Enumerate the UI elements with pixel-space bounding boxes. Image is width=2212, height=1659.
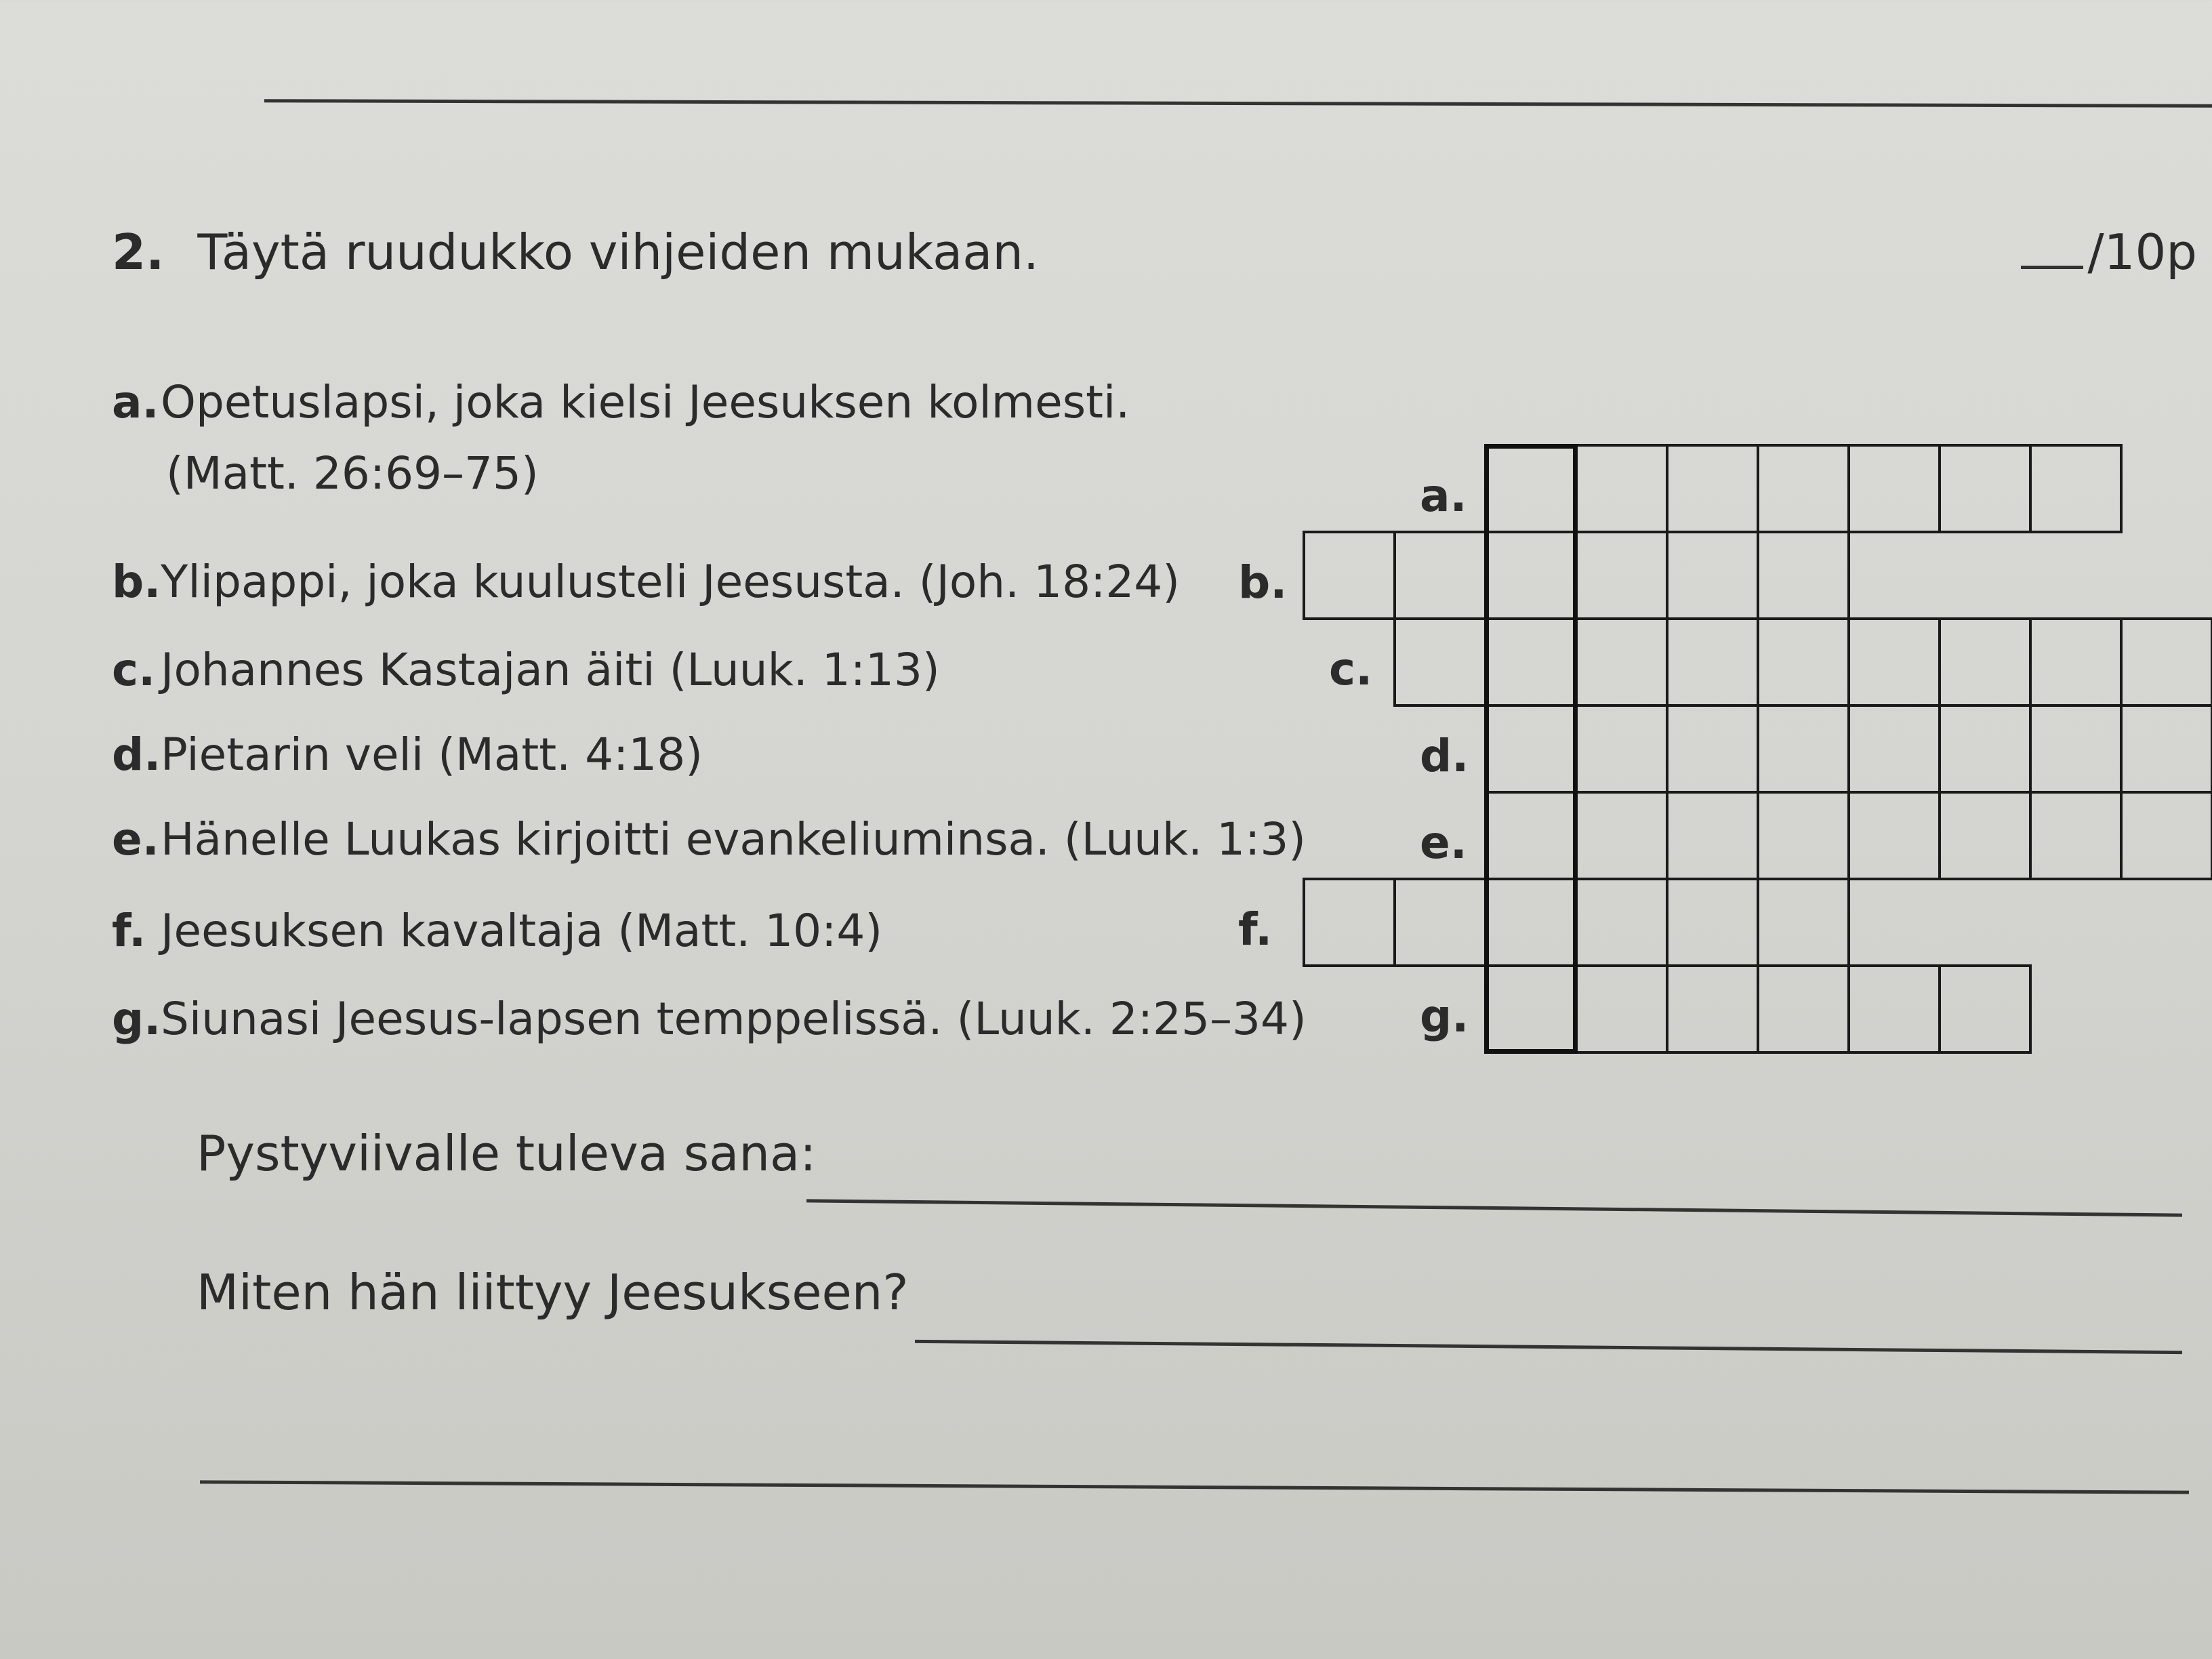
clue-5 — [112, 905, 882, 957]
grid-cell[interactable] — [1666, 791, 1759, 880]
clue-key: e. — [112, 813, 159, 865]
grid-cell[interactable] — [1666, 704, 1759, 794]
top-divider-line — [264, 99, 2212, 108]
clue-text: Jeesuksen kavaltaja (Matt. 10:4) — [161, 905, 883, 957]
points-field — [2021, 224, 2197, 281]
clue-reference: (Matt. 26:69–75) — [166, 447, 539, 499]
clue-text: Siunasi Jeesus-lapsen temppelissä. (Luuk. 2:25–34) — [161, 993, 1307, 1045]
grid-cell[interactable] — [1938, 617, 2032, 707]
grid-cell[interactable] — [2029, 444, 2123, 533]
clue-text: Ylipappi, joka kuulusteli Jeesusta. (Joh. 18:24) — [161, 556, 1181, 608]
question-number: 2. — [112, 224, 165, 281]
clue-2 — [112, 644, 940, 696]
vertical-word-column — [1484, 444, 1578, 1054]
grid-cell[interactable] — [1847, 791, 1941, 880]
grid-cell[interactable] — [1757, 617, 1850, 707]
grid-cell[interactable] — [1393, 617, 1487, 707]
grid-cell[interactable] — [1847, 444, 1941, 533]
clue-key: g. — [112, 993, 161, 1045]
grid-cell[interactable] — [1666, 531, 1759, 620]
grid-cell[interactable] — [1666, 964, 1759, 1054]
clue-4 — [112, 813, 1306, 865]
grid-cell[interactable] — [1938, 791, 2032, 880]
question-title: Täytä ruudukko vihjeiden mukaan. — [197, 224, 1039, 281]
grid-row-label: e. — [1420, 817, 1467, 869]
grid-row-label: f. — [1238, 903, 1273, 956]
grid-cell[interactable] — [1575, 791, 1668, 880]
grid-cell[interactable] — [1757, 878, 1850, 967]
clue-1 — [112, 556, 1180, 608]
grid-cell[interactable] — [1757, 704, 1850, 794]
clue-text: Pietarin veli (Matt. 4:18) — [161, 729, 703, 781]
vertical-word-answer-line[interactable] — [806, 1199, 2182, 1216]
points-label: /10p — [2087, 224, 2197, 281]
clue-key: c. — [112, 644, 156, 696]
grid-cell[interactable] — [1666, 878, 1759, 967]
grid-cell[interactable] — [1575, 531, 1668, 620]
vertical-word-label: Pystyviivalle tuleva sana: — [197, 1125, 817, 1182]
clue-text: Opetuslapsi, joka kielsi Jeesuksen kolmesti. — [161, 376, 1130, 428]
clue-text: Hänelle Luukas kirjoitti evankeliuminsa. (Luuk. 1:3) — [161, 813, 1307, 865]
clue-key: b. — [112, 556, 161, 608]
clue-key: f. — [112, 905, 146, 957]
grid-cell[interactable] — [1757, 444, 1850, 533]
grid-cell[interactable] — [2029, 617, 2123, 707]
clue-key: a. — [112, 376, 159, 428]
clue-0 — [112, 376, 1130, 428]
clue-3 — [112, 729, 703, 781]
grid-cell[interactable] — [1303, 878, 1396, 967]
grid-cell[interactable] — [2029, 704, 2123, 794]
grid-cell[interactable] — [1938, 444, 2032, 533]
grid-cell[interactable] — [1847, 704, 1941, 794]
clue-6 — [112, 993, 1307, 1045]
grid-row-label: a. — [1420, 470, 1467, 522]
points-blank[interactable] — [2021, 225, 2083, 269]
grid-cell[interactable] — [1666, 444, 1759, 533]
grid-cell[interactable] — [1666, 617, 1759, 707]
grid-cell[interactable] — [1575, 617, 1668, 707]
relation-answer-line-1[interactable] — [915, 1340, 2182, 1354]
question-heading — [112, 224, 1039, 281]
relation-question-label: Miten hän liittyy Jeesukseen? — [197, 1264, 909, 1321]
grid-cell[interactable] — [1938, 704, 2032, 794]
grid-cell[interactable] — [1303, 531, 1396, 620]
grid-cell[interactable] — [1575, 964, 1668, 1054]
clue-text: Johannes Kastajan äiti (Luuk. 1:13) — [161, 644, 940, 696]
grid-cell[interactable] — [1757, 791, 1850, 880]
grid-cell[interactable] — [2120, 704, 2212, 794]
grid-cell[interactable] — [2120, 617, 2212, 707]
grid-cell[interactable] — [1575, 444, 1668, 533]
grid-cell[interactable] — [1938, 964, 2032, 1054]
grid-cell[interactable] — [1847, 617, 1941, 707]
clue-key: d. — [112, 729, 161, 781]
grid-row-label: g. — [1420, 990, 1469, 1042]
grid-row-label: b. — [1238, 556, 1288, 609]
grid-cell[interactable] — [1575, 878, 1668, 967]
grid-row-label: d. — [1420, 730, 1469, 782]
grid-cell[interactable] — [1847, 964, 1941, 1054]
grid-cell[interactable] — [1575, 704, 1668, 794]
grid-cell[interactable] — [1393, 878, 1487, 967]
grid-cell[interactable] — [2120, 791, 2212, 880]
grid-cell[interactable] — [1757, 531, 1850, 620]
relation-answer-line-2[interactable] — [200, 1480, 2189, 1494]
grid-row-label: c. — [1329, 643, 1373, 695]
grid-cell[interactable] — [1757, 964, 1850, 1054]
grid-cell[interactable] — [2029, 791, 2123, 880]
grid-cell[interactable] — [1393, 531, 1487, 620]
